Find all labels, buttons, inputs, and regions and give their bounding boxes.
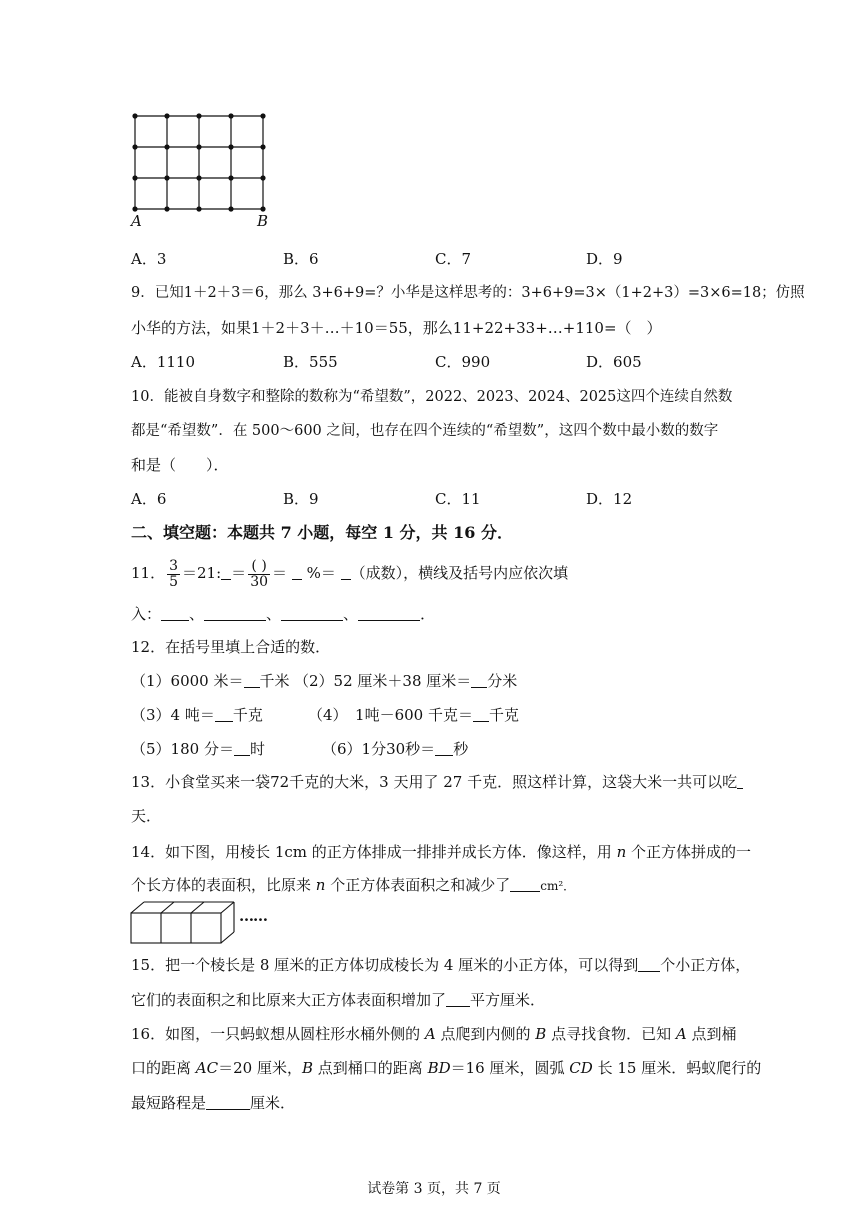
grid-dot: [132, 175, 137, 180]
q12-blank-3[interactable]: [215, 707, 233, 722]
q16-var-b-2: B: [301, 1059, 313, 1077]
q11-blank-1[interactable]: [221, 565, 231, 580]
q11-sep-2: 、: [266, 605, 282, 623]
q12-blank-1[interactable]: [244, 673, 260, 688]
grid-dots-diagram: [125, 108, 275, 218]
q12-title: 12．在括号里填上合适的数．: [131, 638, 331, 656]
q11-eq3: ＝: [272, 564, 288, 582]
q10-line-1: 10．能被自身数字和整除的数称为“希望数”，2022、2023、2024、2025这四个连续自然数: [131, 389, 733, 405]
q11-percent: %＝: [306, 564, 336, 582]
q14-var-n: n: [616, 843, 627, 861]
grid-dot: [228, 144, 233, 149]
q15-line-1: 15．把一个棱长是 8 厘米的正方体切成棱长为 4 厘米的小正方体，可以得到 个小正方体，: [131, 956, 751, 974]
q9-option-c[interactable]: C．990: [435, 353, 491, 371]
q10-option-d[interactable]: D．12: [586, 490, 633, 508]
q10-line-3: 和是（ ）．: [131, 456, 229, 474]
grid-dot: [196, 113, 201, 118]
q16-line-3: 最短路程是 厘米．: [131, 1094, 296, 1112]
grid-dot: [228, 206, 233, 211]
grid-dot: [260, 113, 265, 118]
q12-item-3: （3）4 吨＝ 千克: [131, 706, 263, 724]
q11-end: ．: [420, 605, 436, 623]
q9-option-a[interactable]: A．1110: [131, 353, 196, 371]
grid-dot: [132, 144, 137, 149]
q12-item-1: （1）6000 米＝ 千米: [131, 672, 290, 690]
grid-figure: [125, 108, 275, 233]
q12-item-6: （6）1分30秒＝ 秒: [322, 740, 469, 758]
grid-dot: [132, 113, 137, 118]
q11-fraction-3-5: $\frac{3}{5}$: [169, 557, 179, 590]
q16-var-ac: AC: [195, 1059, 219, 1077]
q15-blank-2[interactable]: [446, 992, 470, 1007]
q11-number: 11．: [131, 564, 166, 582]
q11-blank-2[interactable]: [292, 565, 302, 580]
q11-answer-1[interactable]: [161, 606, 189, 621]
grid-dot: [228, 175, 233, 180]
q12-blank-5[interactable]: [234, 741, 250, 756]
grid-dot: [164, 144, 169, 149]
grid-dot: [228, 113, 233, 118]
q11-line-1: [131, 556, 568, 590]
q16-var-bd: BD: [427, 1059, 451, 1077]
grid-dot: [196, 175, 201, 180]
q10-option-a[interactable]: A．6: [131, 490, 167, 508]
grid-dot: [260, 144, 265, 149]
q10-option-c[interactable]: C．11: [435, 490, 481, 508]
q8-option-a[interactable]: A．3: [131, 250, 167, 268]
grid-dot: [196, 206, 201, 211]
q12-blank-6[interactable]: [435, 741, 453, 756]
grid-dot: [196, 144, 201, 149]
q12-item-5: （5）180 分＝ 时: [131, 740, 265, 758]
q10-line-2: 都是“希望数”．在 500～600 之间，也存在四个连续的“希望数”，这四个数中最小数的数字: [131, 423, 719, 439]
q12-item-4: （4） 1吨－600 千克＝ 千克: [308, 706, 520, 724]
q11-answer-2[interactable]: [204, 606, 266, 621]
q11-answer-3[interactable]: [281, 606, 343, 621]
q11-answer-4[interactable]: [358, 606, 420, 621]
q13-line-1: 13．小食堂买来一袋72千克的大米，3 天用了 27 千克．照这样计算，这袋大米一共可以吃: [131, 772, 743, 792]
q14-line-2: 个长方体的表面积，比原来 n 个正方体表面积之和减少了 cm²．: [131, 876, 576, 894]
grid-dot: [164, 175, 169, 180]
q9-option-b[interactable]: B．555: [283, 353, 338, 371]
q11-sep-1: 、: [189, 605, 205, 623]
q16-line-1: 16．如图，一只蚂蚁想从圆柱形水桶外侧的 A 点爬到内侧的 B 点寻找食物．已知 A 点到桶: [131, 1025, 737, 1043]
cube-row-diagram: [128, 899, 238, 947]
q16-blank[interactable]: [206, 1095, 250, 1110]
q15-line-2: 它们的表面积之和比原来大正方体表面积增加了 平方厘米．: [131, 991, 546, 1009]
q12-blank-4[interactable]: [473, 707, 489, 722]
q8-option-d[interactable]: D．9: [586, 250, 623, 268]
page-footer: 试卷第 3 页，共 7 页: [367, 1181, 501, 1197]
grid-dot: [260, 206, 265, 211]
section-2-heading: 二、填空题：本题共 7 小题，每空 1 分，共 16 分．: [131, 523, 513, 542]
q12-item-2: （2）52 厘米＋38 厘米＝ 分米: [294, 672, 518, 690]
q14-continuation-dots: ……: [239, 907, 267, 925]
q13-blank[interactable]: [737, 774, 743, 789]
q16-var-b: B: [535, 1025, 547, 1043]
q8-option-c[interactable]: C．7: [435, 250, 472, 268]
q14-line-1: 14．如下图，用棱长 1cm 的正方体排成一排排并成长方体．像这样，用 n 个正方体拼成的一: [131, 843, 752, 861]
q11-fraction-x-30: $\frac{( )}{30}$: [250, 557, 269, 590]
q8-option-b[interactable]: B．6: [283, 250, 319, 268]
q9-option-d[interactable]: D．605: [586, 353, 642, 371]
q14-blank[interactable]: [510, 877, 540, 892]
q11-eq2: ＝: [231, 564, 247, 582]
q11-line2-start: 入：: [131, 605, 162, 623]
q12-blank-2[interactable]: [471, 673, 487, 688]
cube-row-figure: [128, 899, 288, 949]
q11-tail: （成数），横线及括号内应依次填: [350, 564, 569, 582]
grid-dot: [260, 175, 265, 180]
q14-var-n-2: n: [315, 876, 326, 894]
point-a-label: A: [131, 212, 142, 230]
q11-line-2: [131, 604, 435, 624]
q16-var-a-2: A: [675, 1025, 687, 1043]
q16-var-cd: CD: [569, 1059, 593, 1077]
grid-dot: [164, 113, 169, 118]
grid-dot: [164, 206, 169, 211]
q11-eq1: ＝21:: [182, 564, 222, 582]
q10-option-b[interactable]: B．9: [283, 490, 319, 508]
q16-var-a: A: [424, 1025, 436, 1043]
point-b-label: B: [257, 212, 269, 230]
q9-line-1: 9．已知1＋2＋3＝6，那么 3+6+9=？小华是这样思考的：3+6+9=3×（1+2+3）=3×6=18；仿照: [131, 285, 805, 301]
q9-line-2: 小华的方法，如果1＋2＋3＋…＋10＝55，那么11+22+33+…+110=（ ）: [131, 319, 662, 337]
q13-line-2: 天．: [131, 807, 162, 825]
q11-sep-3: 、: [343, 605, 359, 623]
q11-blank-3[interactable]: [341, 565, 351, 580]
q15-blank-1[interactable]: [638, 957, 660, 972]
q16-line-2: 口的距离 AC＝20 厘米，B 点到桶口的距离 BD＝16 厘米，圆弧 CD 长 15 厘米．蚂蚁爬行的: [131, 1059, 762, 1077]
grid-dot: [132, 206, 137, 211]
